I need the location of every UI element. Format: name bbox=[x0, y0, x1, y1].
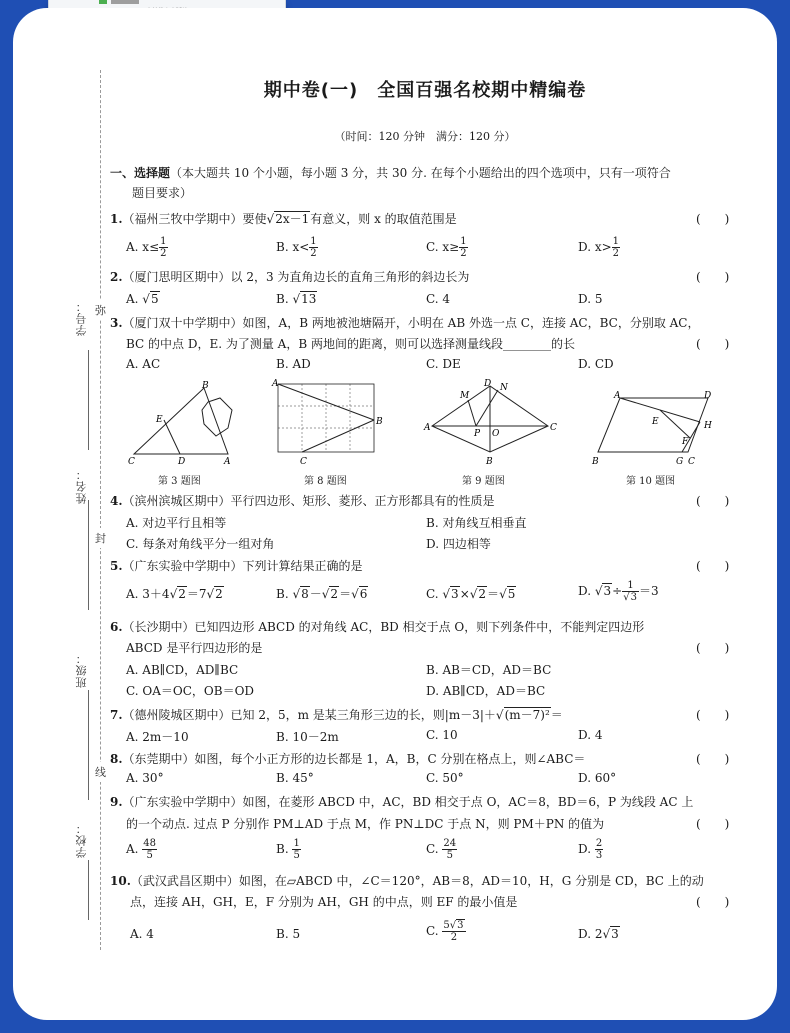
section-heading: 一、选择题 bbox=[110, 166, 171, 180]
fig10-label-f: F bbox=[682, 437, 689, 447]
q1-option-b[interactable]: B. x< $\frac{1}{2}$ bbox=[276, 236, 317, 259]
q5-option-b[interactable]: B. √8－√2＝√6 bbox=[276, 587, 368, 601]
fig9-label-a: A bbox=[424, 423, 431, 433]
q10-option-a[interactable]: A. 4 bbox=[130, 927, 154, 941]
fig9-label-m: M bbox=[460, 391, 470, 401]
answer-paren-10[interactable]: ( ) bbox=[696, 895, 730, 909]
q4-option-c[interactable]: C. 每条对角线平分一组对角 bbox=[126, 537, 275, 551]
fig9-label-o: O bbox=[492, 429, 500, 439]
answer-paren-7[interactable]: ( ) bbox=[696, 708, 730, 722]
fig9-label-p: P bbox=[474, 429, 481, 439]
q7-option-b[interactable]: B. 10－2m bbox=[276, 730, 339, 744]
q3-option-a[interactable]: A. AC bbox=[126, 357, 161, 371]
figure-9 bbox=[424, 378, 556, 468]
question-3-line2: BC 的中点 D，E. 为了测量 A，B 两地间的距离，则可以选择测量线段________的长 bbox=[126, 337, 575, 351]
figure-3 bbox=[124, 380, 248, 468]
school-label: 学校： bbox=[75, 822, 88, 858]
q9-option-b[interactable]: B. $\frac{1}{5}$ bbox=[276, 838, 300, 861]
q10-option-d[interactable]: D. 2√3 bbox=[578, 927, 619, 941]
name-label: 姓名： bbox=[75, 468, 88, 504]
seal-xian: 线 bbox=[95, 762, 106, 782]
question-3: 3.（厦门双十中学期中）如图，A，B 两地被池塘隔开，小明在 AB 外选一点 C，连接 AC，BC，分别取 AC， bbox=[110, 316, 700, 330]
q2-option-a[interactable]: A. √5 bbox=[126, 292, 159, 306]
question-7: 7.（德州陵城区期中）已知 2，5，m 是某三角形三边的长，则|m－3|＋√(m－7)²＝ bbox=[110, 708, 563, 722]
figure-3-caption: 第 3 题图 bbox=[158, 476, 201, 487]
question-8: 8.（东莞期中）如图，每个小正方形的边长都是 1，A，B，C 分别在格点上，则∠ABC＝ bbox=[110, 752, 586, 766]
q9-option-c[interactable]: C. $\frac{24}{5}$ bbox=[426, 838, 457, 861]
q10-option-b[interactable]: B. 5 bbox=[276, 927, 301, 941]
question-9: 9.（广东实验中学期中）如图，在菱形 ABCD 中，AC，BD 相交于点 O，AC＝8，BD＝6，P 为线段 AC 上 bbox=[110, 795, 694, 809]
q6-option-b[interactable]: B. AB＝CD，AD＝BC bbox=[426, 663, 552, 677]
q8-option-c[interactable]: C. 50° bbox=[426, 771, 464, 785]
fig8-label-c: C bbox=[300, 457, 307, 467]
q7-option-a[interactable]: A. 2m－10 bbox=[126, 730, 189, 744]
q3-option-b[interactable]: B. AD bbox=[276, 357, 311, 371]
figure-8 bbox=[270, 378, 390, 468]
answer-paren-3[interactable]: ( ) bbox=[696, 337, 730, 351]
class-blank[interactable] bbox=[88, 690, 89, 800]
figure-8-caption: 第 8 题图 bbox=[304, 476, 347, 487]
q9-option-d[interactable]: D. $\frac{2}{3}$ bbox=[578, 838, 603, 861]
fig10-label-c: C bbox=[688, 457, 695, 467]
fig9-label-n: N bbox=[500, 383, 508, 393]
fig10-label-e: E bbox=[652, 417, 659, 427]
q7-option-c[interactable]: C. 10 bbox=[426, 728, 458, 742]
name-blank[interactable] bbox=[88, 500, 89, 610]
figure-10-caption: 第 10 题图 bbox=[626, 476, 676, 487]
fig8-label-a: A bbox=[272, 379, 279, 389]
question-10-line2: 点，连接 AH，GH，E，F 分别为 AH，GH 的中点，则 EF 的最小值是 bbox=[130, 895, 518, 909]
seal-feng: 封 bbox=[95, 528, 106, 548]
q1-option-d[interactable]: D. x> $\frac{1}{2}$ bbox=[578, 236, 620, 259]
fig3-label-e: E bbox=[156, 415, 163, 425]
seal-mi: 弥 bbox=[95, 300, 106, 320]
fig9-label-b: B bbox=[486, 457, 493, 467]
q7-option-d[interactable]: D. 4 bbox=[578, 728, 603, 742]
q2-option-b[interactable]: B. √13 bbox=[276, 292, 317, 306]
fig9-label-d: D bbox=[484, 379, 492, 389]
fig3-label-c: C bbox=[128, 457, 135, 467]
figure-10 bbox=[588, 386, 718, 468]
section-note-2: 题目要求） bbox=[132, 186, 193, 200]
student-number-blank[interactable] bbox=[88, 350, 89, 450]
school-blank[interactable] bbox=[88, 860, 89, 920]
q5-option-c[interactable]: C. √3×√2＝√5 bbox=[426, 587, 516, 601]
q6-option-a[interactable]: A. AB∥CD，AD∥BC bbox=[126, 663, 239, 677]
q10-option-c[interactable]: C. $\frac{5√3}{2}$ bbox=[426, 920, 464, 943]
section-intro bbox=[110, 164, 671, 181]
section-note: （本大题共 10 个小题，每小题 3 分，共 30 分. 在每个小题给出的四个选项中，只有一项符合 bbox=[170, 166, 671, 180]
q2-option-c[interactable]: C. 4 bbox=[426, 292, 451, 306]
answer-paren-9[interactable]: ( ) bbox=[696, 817, 730, 831]
q5-option-a[interactable]: A. 3＋4√2＝7√2 bbox=[126, 587, 223, 601]
q8-option-b[interactable]: B. 45° bbox=[276, 771, 314, 785]
logo-mark bbox=[99, 0, 139, 4]
q5-option-d[interactable]: D. √3÷ $\frac{1}{√3}$ ＝3 bbox=[578, 580, 659, 603]
student-number-label: 学号： bbox=[75, 300, 88, 336]
fig3-label-d: D bbox=[178, 457, 186, 467]
q6-option-d[interactable]: D. AB∥CD，AD＝BC bbox=[426, 684, 546, 698]
fig10-label-a: A bbox=[614, 391, 621, 401]
fig8-label-b: B bbox=[376, 417, 383, 427]
q3-option-d[interactable]: D. CD bbox=[578, 357, 614, 371]
fig10-label-g: G bbox=[676, 457, 684, 467]
q4-option-b[interactable]: B. 对角线互相垂直 bbox=[426, 516, 527, 530]
time-line: （时间：120 分钟 满分：120 分） bbox=[334, 130, 516, 143]
q8-option-a[interactable]: A. 30° bbox=[126, 771, 164, 785]
answer-paren-5[interactable]: ( ) bbox=[696, 559, 730, 573]
answer-paren-2[interactable]: ( ) bbox=[696, 270, 730, 284]
fig3-label-a: A bbox=[224, 457, 231, 467]
binding-line bbox=[100, 70, 101, 950]
question-4: 4.（滨州滨城区期中）平行四边形、矩形、菱形、正方形都具有的性质是 bbox=[110, 494, 495, 508]
question-9-line2: 的一个动点. 过点 P 分别作 PM⊥AD 于点 M，作 PN⊥DC 于点 N，则 PM＋PN 的值为 bbox=[126, 817, 605, 831]
answer-paren-8[interactable]: ( ) bbox=[696, 752, 730, 766]
class-label: 班级： bbox=[75, 652, 88, 688]
question-6-line2: ABCD 是平行四边形的是 bbox=[126, 641, 263, 655]
question-6: 6.（长沙期中）已知四边形 ABCD 的对角线 AC，BD 相交于点 O，则下列条件中，不能判定四边形 bbox=[110, 620, 645, 634]
fig9-label-c: C bbox=[550, 423, 557, 433]
q1-option-a[interactable]: A. x≤ $\frac{1}{2}$ bbox=[126, 236, 167, 259]
fig10-label-h: H bbox=[704, 421, 712, 431]
answer-paren-4[interactable]: ( ) bbox=[696, 494, 730, 508]
question-10: 10.（武汉武昌区期中）如图，在▱ABCD 中，∠C＝120°，AB＝8，AD＝10，H，G 分别是 CD，BC 上的动 bbox=[110, 874, 704, 888]
fig3-label-b: B bbox=[202, 381, 209, 391]
q6-option-c[interactable]: C. OA＝OC，OB＝OD bbox=[126, 684, 255, 698]
question-5: 5.（广东实验中学期中）下列计算结果正确的是 bbox=[110, 559, 363, 573]
q1-option-c[interactable]: C. x≥ $\frac{1}{2}$ bbox=[426, 236, 467, 259]
q3-option-c[interactable]: C. DE bbox=[426, 357, 461, 371]
q4-option-a[interactable]: A. 对边平行且相等 bbox=[126, 516, 227, 530]
question-2: 2.（厦门思明区期中）以 2，3 为直角边长的直角三角形的斜边长为 bbox=[110, 270, 470, 284]
figure-9-caption: 第 9 题图 bbox=[462, 476, 505, 487]
fig10-label-d: D bbox=[704, 391, 712, 401]
answer-paren-1[interactable]: ( ) bbox=[696, 212, 730, 226]
q4-option-d[interactable]: D. 四边相等 bbox=[426, 537, 491, 551]
q8-option-d[interactable]: D. 60° bbox=[578, 771, 617, 785]
answer-paren-6[interactable]: ( ) bbox=[696, 641, 730, 655]
page-title: 期中卷(一) 全国百强名校期中精编卷 bbox=[263, 80, 587, 101]
q9-option-a[interactable]: A. $\frac{48}{5}$ bbox=[126, 838, 157, 861]
q2-option-d[interactable]: D. 5 bbox=[578, 292, 603, 306]
question-1: 1.（福州三牧中学期中）要使√2x－1有意义，则 x 的取值范围是 bbox=[110, 212, 457, 226]
fig10-label-b: B bbox=[592, 457, 599, 467]
